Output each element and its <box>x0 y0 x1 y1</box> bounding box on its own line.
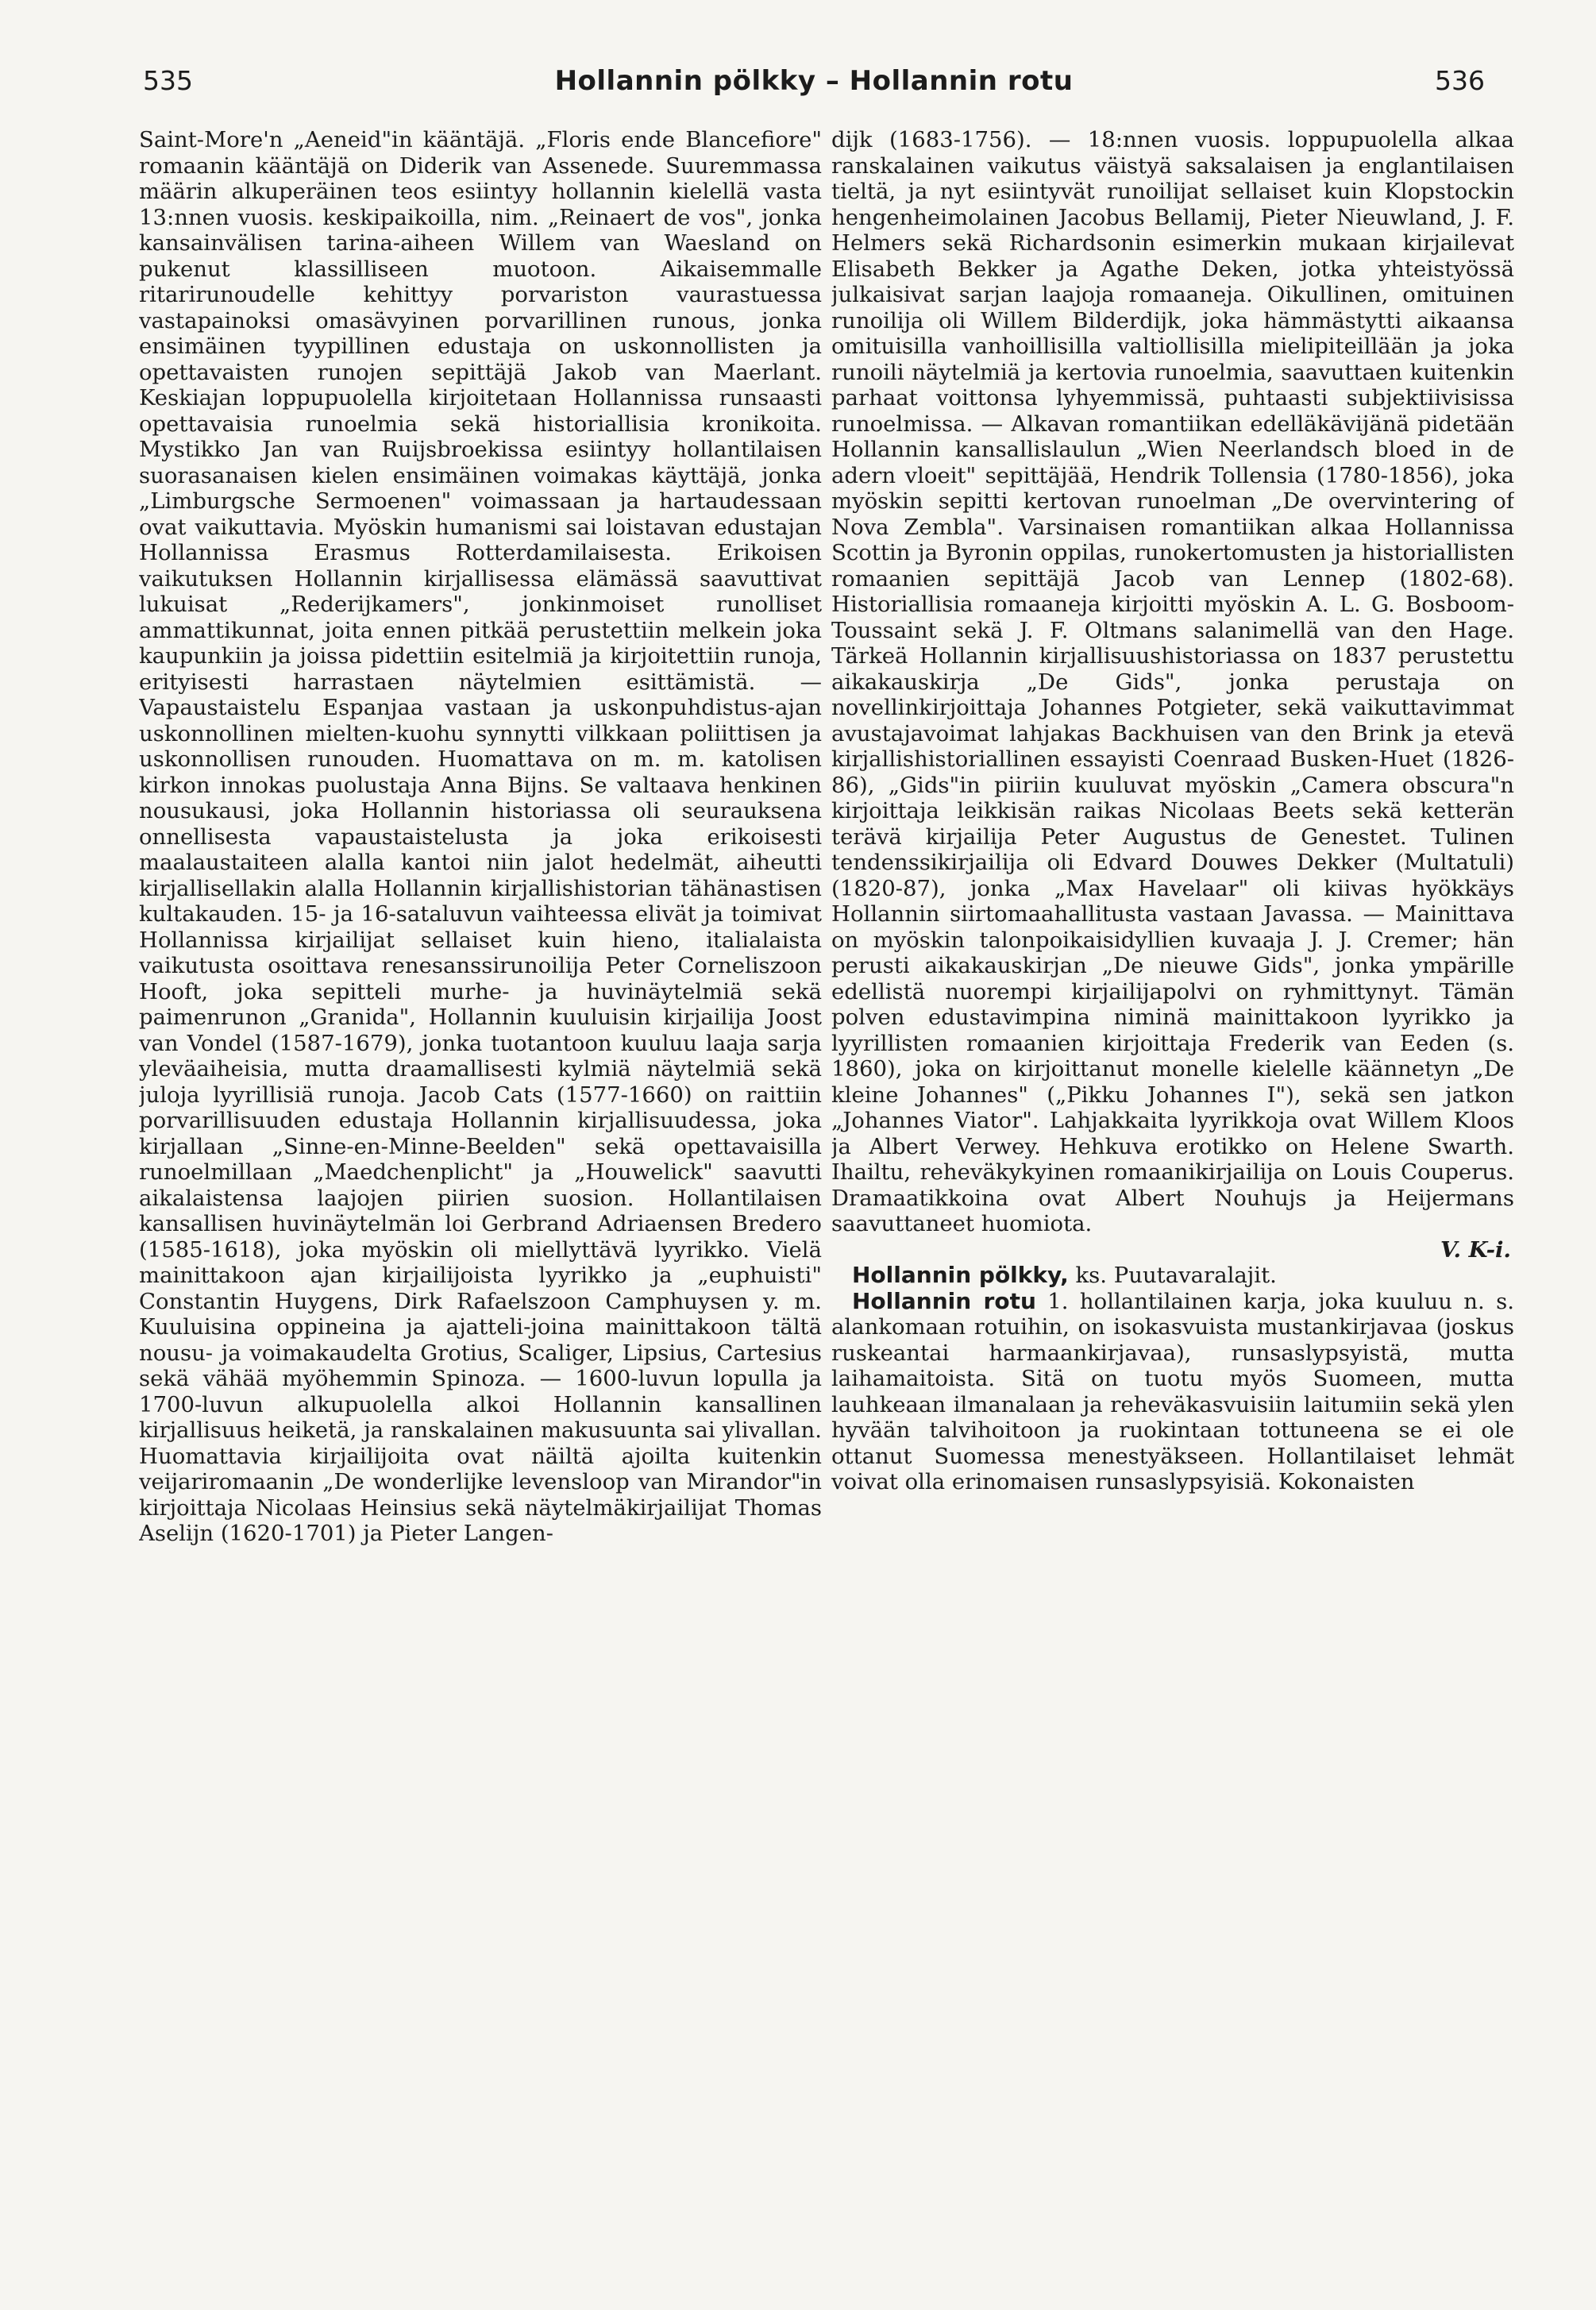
page-number-left: 535 <box>143 65 193 96</box>
page-number-right: 536 <box>1435 65 1485 96</box>
entry-hollannin-rotu <box>831 1289 1514 1495</box>
entry-headword: Hollannin pölkky, <box>852 1262 1069 1288</box>
entry-text: 1. hollantilainen karja, joka kuuluu n. s. alankomaan rotuihin, on isokasvuista mustankirjavaa (joskus ruskeantai harmaankirjavaa), runsaslypsyistä, mutta laihamaitoista. Sitä on tuotu myös Suomeen, mutta lauhkeaan ilmanalaan ja reheväkasvuisiin laitumiin sekä ylen hyvään talvihoitoon ja ruokintaan tottuneena se ei ole ottanut Suomessa menestyäkseen. Hollantilaiset lehmät voivat olla erinomaisen runsaslypsyisiä. Kokonaisten <box>831 1288 1514 1494</box>
right-column <box>831 127 1514 2271</box>
entry-hollannin-polkky <box>831 1263 1514 1289</box>
running-title: Hollannin pölkky – Hollannin rotu <box>554 65 1074 97</box>
author-signature: V. K-i. <box>1440 1236 1511 1263</box>
entry-headword: Hollannin rotu <box>852 1287 1036 1314</box>
entry-text: ks. Puutavaralajit. <box>1068 1263 1277 1288</box>
page-header <box>143 65 1485 105</box>
right-column-text: dijk (1683-1756). — 18:nnen vuosis. loppupuolella alkaa ranskalainen vaikutus väistyä saksalaisen ja englantilaisen tieltä, ja nyt esiintyvät runoilijat sellaiset kuin Klopstockin hengenheimolainen Jacobus Bellamij, Pieter Nieuwland, J. F. Helmers sekä Richardsonin esimerkin mukaan kirjailevat Elisabeth Bekker ja Agathe Deken, jotka yhteistyössä julkaisivat sarjan laajoja romaaneja. Oikullinen, omituinen runoilija oli Willem Bilderdijk, joka hämmästytti aikaansa omituisilla vanhoillisilla valtiollisilla mielipiteillään ja joka runoili näytelmiä ja kertovia runoelmia, saavuttaen kuitenkin parhaat voittonsa lyhyemmissä, puhtaasti subjektiivisissa runoelmissa. — Alkavan romantiikan edelläkävijänä pidetään Hollannin kansallislaulun „Wien Neerlandsch bloed in de adern vloeit" sepittäjää, Hendrik Tollensia (1780-1856), joka myöskin sepitti kertovan runoelman „De overvintering of Nova Zembla". Varsinaisen romantiikan alkaa Hollannissa Scottin ja Byronin oppilas, runokertomusten ja historiallisten romaanien sepittäjä Jacob van Lennep (1802-68). Historiallisia romaaneja kirjoitti myöskin A. L. G. Bosboom-Toussaint sekä J. F. Oltmans salanimellä van den Hage. Tärkeä Hollannin kirjallisuushistoriassa on 1837 perustettu aikakauskirja „De Gids", jonka perustaja on novellinkirjoittaja Johannes Potgieter, sekä vaikuttavimmat avustajavoimat lahjakas Backhuisen van den Brink ja etevä kirjallishistoriallinen essayisti Coenraad Busken-Huet (1826-86), „Gids"in piiriin kuuluvat myöskin „Camera obscura"n kirjoittaja leikkisän raikas Nicolaas Beets sekä ketterän terävä kirjailija Peter Augustus de Genestet. Tulinen tendenssikirjailija oli Edvard Douwes Dekker (Multatuli) (1820-87), jonka „Max Havelaar" oli kiivas hyökkäys Hollannin siirtomaahallitusta vastaan Javassa. — Mainittava on myöskin talonpoikaisidyllien kuvaaja J. J. Cremer; hän perusti aikakauskirjan „De nieuwe Gids", jonka ympärille edellistä nuorempi kirjailijapolvi on ryhmittynyt. Tämän polven edustavimpina niminä mainittakoon lyyrikko ja lyyrillisten romaanien kirjoittaja Frederik van Eeden (s. 1860), joka on kirjoittanut monelle kielelle käännetyn „De kleine Johannes" („Pikku Johannes I"), sekä sen jatkon „Johannes Viator". Lahjakkaita lyyrikkoja ovat Willem Kloos ja Albert Verwey. Hehkuva erotikko on Helene Swarth. Ihailtu, reheväkykyinen romaanikirjailija on Louis Couperus. Dramaatikkoina ovat Albert Nouhujs ja Heijermans saavuttaneet huomiota. <box>831 127 1514 1236</box>
left-column <box>139 127 822 2271</box>
left-column-text: Saint-More'n „Aeneid"in kääntäjä. „Floris ende Blancefiore" romaanin kääntäjä on Diderik van Assenede. Suuremmassa määrin alkuperäinen teos esiintyy hollannin kielellä vasta 13:nnen vuosis. keskipaikoilla, nim. „Reinaert de vos", jonka kansainvälisen tarina-aiheen Willem van Waesland on pukenut klassilliseen muotoon. Aikaisemmalle ritarirunoudelle kehittyy porvariston vaurastuessa vastapainoksi omasävyinen porvarillinen runous, jonka ensimäinen tyypillinen edustaja on uskonnollisten ja opettavaisten runojen sepittäjä Jakob van Maerlant. Keskiajan loppupuolella kirjoitetaan Hollannissa runsaasti opettavaisia runoelmia sekä historiallisia kronikoita. Mystikko Jan van Ruijsbroekissa esiintyy hollantilaisen suorasanaisen kielen ensimäinen voimakas käyttäjä, jonka „Limburgsche Sermoenen" voimassaan ja hartaudessaan ovat vaikuttavia. Myöskin humanismi sai loistavan edustajan Hollannissa Erasmus Rotterdamilaisesta. Erikoisen vaikutuksen Hollannin kirjallisessa elämässä saavuttivat lukuisat „Rederijkamers", jonkinmoiset runolliset ammattikunnat, joita ennen pitkää perustettiin melkein joka kaupunkiin ja joissa pidettiin esitelmiä ja kirjoitettiin runoja, erityisesti harrastaen näytelmien esittämistä. — Vapaustaistelu Espanjaa vastaan ja uskonpuhdistus-ajan uskonnollinen mielten-kuohu synnytti vilkkaan poliittisen ja uskonnollisen runouden. Huomattava on m. m. katolisen kirkon innokas puolustaja Anna Bijns. Se valtaava henkinen nousukausi, joka Hollannin historiassa oli seurauksena onnellisesta vapaustaistelusta ja joka erikoisesti maalaustaiteen alalla kantoi niin jalot hedelmät, aiheutti kirjallisellakin alalla Hollannin kirjallishistorian tähänastisen kultakauden. 15- ja 16-sataluvun vaihteessa elivät ja toimivat Hollannissa kirjailijat sellaiset kuin hieno, italialaista vaikutusta osoittava renesanssirunoilija Peter Corneliszoon Hooft, joka sepitteli murhe- ja huvinäytelmiä sekä paimenrunon „Granida", Hollannin kuuluisin kirjailija Joost van Vondel (1587-1679), jonka tuotantoon kuuluu laaja sarja yleväaiheisia, mutta draamallisesti kylmiä näytelmiä sekä juloja lyyrillisiä runoja. Jacob Cats (1577-1660) on raittiin porvarillisuuden edustaja Hollannin kirjallisuudessa, joka kirjallaan „Sinne-en-Minne-Beelden" sekä opettavaisilla runoelmillaan „Maedchenplicht" ja „Houwelick" saavutti aikalaistensa laajojen piirien suosion. Hollantilaisen kansallisen huvinäytelmän loi Gerbrand Adriaensen Bredero (1585-1618), joka myöskin oli miellyttävä lyyrikko. Vielä mainittakoon ajan kirjailijoista lyyrikko ja „euphuisti" Constantin Huygens, Dirk Rafaelszoon Camphuysen y. m. Kuuluisina oppineina ja ajatteli-joina mainittakoon tältä nousu- ja voimakaudelta Grotius, Scaliger, Lipsius, Cartesius sekä vähää myöhemmin Spinoza. — 1600-luvun lopulla ja 1700-luvun alkupuolella alkoi Hollannin kansallinen kirjallisuus heiketä, ja ranskalainen makusuunta sai ylivallan. Huomattavia kirjailijoita ovat näiltä ajoilta kuitenkin veijariromaanin „De wonderlijke levensloop van Mirandor"in kirjoittaja Nicolaas Heinsius sekä näytelmäkirjailijat Thomas Aselijn (1620-1701) ja Pieter Langen- <box>139 127 822 1546</box>
